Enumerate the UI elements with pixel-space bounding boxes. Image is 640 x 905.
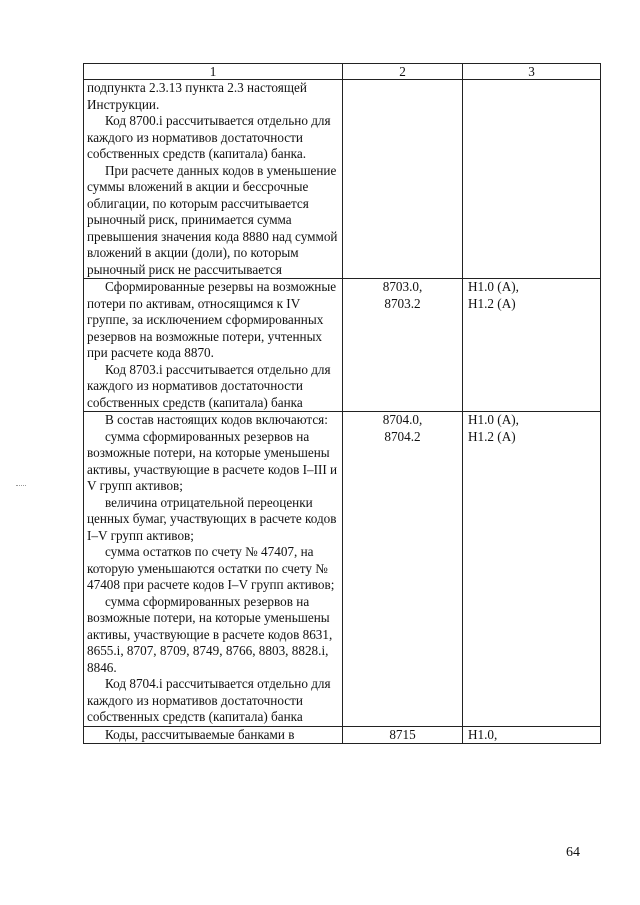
- code-value: 8715: [389, 726, 416, 742]
- code-cell: [343, 279, 463, 412]
- paragraph: Коды, рассчитываемые банками в: [105, 726, 295, 742]
- norm-value: Н1.0,: [468, 726, 498, 742]
- norm-cell: [463, 726, 601, 744]
- description-cell: [84, 726, 343, 744]
- norm-cell: [463, 279, 601, 412]
- paragraph: сумма сформированных резервов на возможные потери, на которые уменьшены активы, участвующие в расчете кодов 8631, 8655.i, 8707, 8709, 8749, 8766, 8803, 8828.i, 8846.: [87, 593, 333, 675]
- paragraph: сумма сформированных резервов на возможные потери, на которые уменьшены активы, участвующие в расчете кодов I–III и V групп активов;: [87, 428, 338, 493]
- scan-margin-mark: [16, 485, 26, 487]
- paragraph: Код 8700.i рассчитывается отдельно для каждого из нормативов достаточности собственных средств (капитала) банка.: [87, 113, 331, 161]
- header-col-2: 2: [343, 64, 463, 80]
- code-value: 8703.2: [384, 295, 421, 311]
- table-header-row: [84, 64, 601, 80]
- page-number: 64: [566, 845, 580, 860]
- norm-value: Н1.0 (А),: [468, 279, 519, 294]
- paragraph: При расчете данных кодов в уменьшение суммы вложений в акции и бессрочные облигации, по которым рассчитывается рыночный риск, принимается сумма превышения значения кода 8880 над суммой вложений в акции (доли), по которым рыночный риск не рассчитывается: [87, 162, 338, 277]
- code-value: 8703.0,: [382, 279, 423, 294]
- paragraph: величина отрицательной переоценки ценных бумаг, участвующих в расчете кодов I–V групп активов;: [87, 494, 337, 543]
- code-value: 8704.0,: [382, 412, 423, 427]
- table-row: [84, 279, 601, 412]
- description-cell: [84, 80, 343, 279]
- norm-cell: [463, 80, 601, 279]
- header-col-1: 1: [84, 64, 343, 80]
- paragraph: Сформированные резервы на возможные потери по активам, относящимся к IV группе, за исключением сформированных резервов на возможные потери, учтенных при расчете кода 8870.: [87, 279, 337, 360]
- table-row: [84, 80, 601, 279]
- norm-value: Н1.2 (А): [468, 295, 516, 311]
- code-cell: [343, 412, 463, 727]
- code-cell: [343, 80, 463, 279]
- instruction-table: [83, 63, 601, 744]
- code-cell: [343, 726, 463, 744]
- description-cell: [84, 412, 343, 727]
- paragraph: Код 8704.i рассчитывается отдельно для каждого из нормативов достаточности собственных средств (капитала) банка: [87, 676, 331, 724]
- header-col-3: 3: [463, 64, 601, 80]
- paragraph: В состав настоящих кодов включаются:: [105, 412, 328, 427]
- norm-value: Н1.2 (А): [468, 428, 516, 444]
- table-row: [84, 412, 601, 727]
- norm-cell: [463, 412, 601, 727]
- paragraph: сумма остатков по счету № 47407, на которую уменьшаются остатки по счету № 47408 при расчете кодов I–V групп активов;: [87, 544, 335, 592]
- table-row: [84, 726, 601, 744]
- paragraph: подпункта 2.3.13 пункта 2.3 настоящей Инструкции.: [87, 80, 307, 112]
- paragraph: Код 8703.i рассчитывается отдельно для каждого из нормативов достаточности собственных средств (капитала) банка: [87, 361, 331, 410]
- description-cell: [84, 279, 343, 412]
- norm-value: Н1.0 (А),: [468, 412, 519, 427]
- code-value: 8704.2: [384, 428, 421, 444]
